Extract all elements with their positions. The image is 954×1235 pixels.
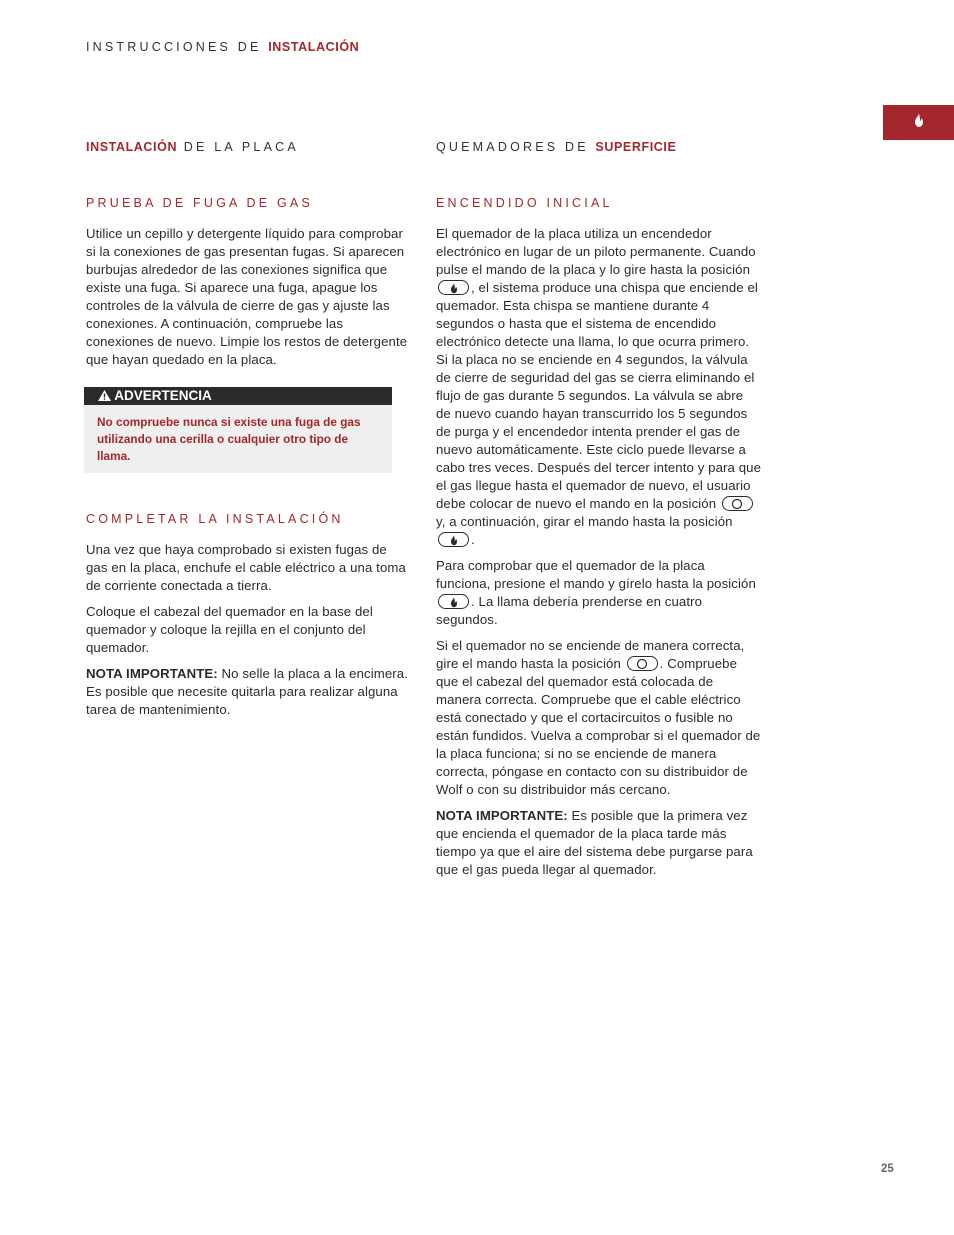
header-highlight: INSTALACIÓN <box>268 40 360 54</box>
ignition-note <box>436 807 761 879</box>
ignition-p1-text-c: y, a continuación, girar el mando hasta la posición <box>436 514 733 529</box>
ignition-p3-text-a: Si el quemador no se enciende de manera correcta, gire el mando hasta la posición <box>436 638 745 671</box>
left-column <box>86 139 408 727</box>
right-section-title-highlight: SUPERFICIE <box>595 140 677 154</box>
complete-note <box>86 665 408 719</box>
page-header <box>86 40 359 54</box>
complete-paragraph-1: Una vez que haya comprobado si existen fugas de gas en la placa, enchufe el cable eléctrico a una toma de corriente conectada a tierra. <box>86 542 406 593</box>
flame-icon <box>913 113 925 132</box>
knob-off-icon <box>722 496 753 511</box>
knob-off-icon <box>627 656 658 671</box>
ignition-note-text: Es posible que la primera vez que encienda el quemador de la placa tarde más tiempo ya que el aire del sistema debe purgarse para que el gas pueda llegar al quemador. <box>436 808 753 877</box>
header-prefix: INSTRUCCIONES DE <box>86 40 262 54</box>
page-number: 25 <box>881 1163 894 1175</box>
warning-box <box>84 387 392 473</box>
ignition-p2-text-a: Para comprobar que el quemador de la placa funciona, presione el mando y gírelo hasta la posición <box>436 558 756 591</box>
ignition-p2-text-b: . La llama debería prenderse en cuatro segundos. <box>436 594 703 627</box>
warning-label: ADVERTENCIA <box>114 388 212 403</box>
complete-paragraph-2: Coloque el cabezal del quemador en la base del quemador y coloque la rejilla en el conjunto del quemador. <box>86 604 373 655</box>
complete-note-text: No selle la placa a la encimera. Es posible que necesite quitarla para realizar alguna tarea de mantenimiento. <box>86 666 408 717</box>
knob-flame-icon <box>438 280 469 295</box>
complete-note-label: NOTA IMPORTANTE: <box>86 666 218 681</box>
gas-leak-title: PRUEBA DE FUGA DE GAS <box>86 196 313 210</box>
knob-flame-icon <box>438 594 469 609</box>
right-section-title-rest: QUEMADORES DE <box>436 140 589 154</box>
section-tab-marker <box>883 105 954 140</box>
knob-flame-icon <box>438 532 469 547</box>
warning-triangle-icon <box>98 388 114 403</box>
ignition-p1-text-b: , el sistema produce una chispa que enciende el quemador. Esta chispa se mantiene durante 4 segundos o hasta que el sistema de encendido electrónico detecte una llama, lo que ocurra primero. Si la placa no se enciende en 4 segundos, la válvula de cierre de seguridad del gas se cierra eliminando el flujo de gas durante 5 segundos. La válvula se abre de nuevo cuando hayan transcurrido los 5 segundos de purga y el encendedor intenta prender el gas de nuevo automáticamente. Este ciclo puede llevarse a cabo tres veces. Después del tercer intento y para que el gas llegue hasta el quemador de nuevo, el usuario debe colocar de nuevo el mando en la posición <box>436 280 762 511</box>
ignition-p3-text-b: . Compruebe que el cabezal del quemador está colocada de manera correcta. Compruebe que el cable eléctrico está conectado y que el cortacircuitos o fusible no están fundidos. Vuelva a comprobar si el quemador de la placa funciona; si no se enciende de manera correcta, póngase en contacto con su distribuidor de Wolf o con su distribuidor más cercano. <box>436 656 761 797</box>
left-section-title-rest: DE LA PLACA <box>183 140 299 154</box>
gas-leak-paragraph: Utilice un cepillo y detergente líquido para comprobar si la conexiones de gas presentan fugas. Si aparecen burbujas alrededor de las conexiones significa que existe una fuga. Si aparece una fuga, apague los controles de la válvula de cierre de gas y ajuste las conexiones. A continuación, compruebe las conexiones de nuevo. Limpie los restos de detergente que hayan quedado en la placa. <box>86 226 408 367</box>
ignition-paragraph-2 <box>436 557 761 629</box>
ignition-title: ENCENDIDO INICIAL <box>436 196 613 210</box>
ignition-note-label: NOTA IMPORTANTE: <box>436 808 568 823</box>
right-section-title <box>436 139 761 155</box>
complete-install-title: COMPLETAR LA INSTALACIÓN <box>86 512 344 526</box>
left-section-title <box>86 139 408 155</box>
left-section-title-highlight: INSTALACIÓN <box>86 140 178 154</box>
right-column <box>436 139 761 887</box>
warning-text: No compruebe nunca si existe una fuga de gas utilizando una cerilla o cualquier otro tipo de llama. <box>97 415 361 463</box>
ignition-paragraph-3 <box>436 637 761 799</box>
ignition-p1-text-d: . <box>471 532 475 547</box>
warning-header <box>84 387 392 405</box>
ignition-paragraph-1 <box>436 225 761 549</box>
ignition-p1-text-a: El quemador de la placa utiliza un encendedor electrónico en lugar de un piloto permanente. Cuando pulse el mando de la placa y lo gire hasta la posición <box>436 226 756 277</box>
